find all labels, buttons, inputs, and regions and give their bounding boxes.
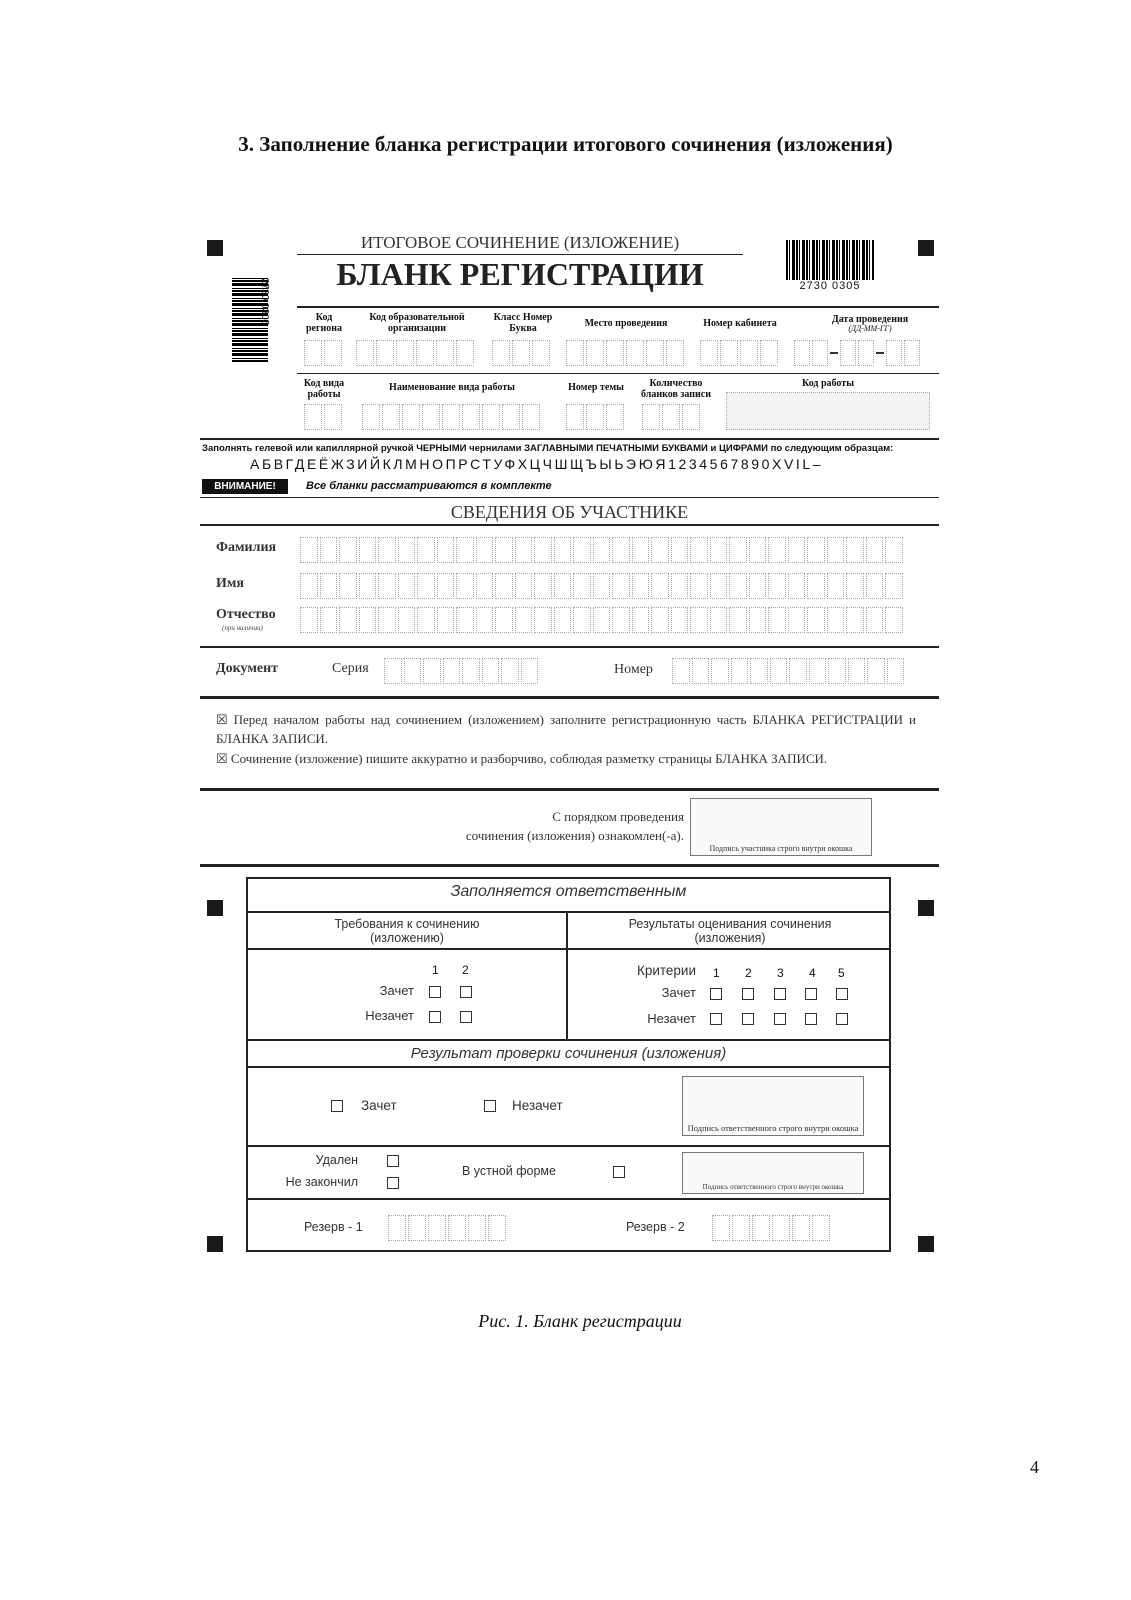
label-room: Номер кабинета bbox=[703, 318, 777, 329]
requirements-header: Требования к сочинению (изложению) bbox=[334, 917, 480, 945]
criterion-num-5: 5 bbox=[838, 966, 845, 980]
date-cells[interactable] bbox=[794, 340, 922, 366]
label-name: Имя bbox=[216, 576, 244, 591]
label-number: Номер bbox=[614, 662, 653, 677]
responsible-signature-caption-small: Подпись ответственного строго внутри окошка bbox=[702, 1183, 844, 1191]
criteria-pass-label: Зачет bbox=[661, 985, 696, 1000]
form-title: БЛАНК РЕГИСТРАЦИИ bbox=[336, 256, 704, 292]
req-num-1: 1 bbox=[432, 963, 439, 977]
label-document: Документ bbox=[216, 661, 279, 676]
criterion-5-pass-checkbox[interactable] bbox=[836, 988, 848, 1000]
req-2-pass-checkbox[interactable] bbox=[460, 986, 472, 998]
series-cells[interactable] bbox=[384, 658, 540, 684]
req-num-2: 2 bbox=[462, 963, 469, 977]
participant-signature-caption: Подпись участника строго внутри окошка bbox=[709, 844, 853, 853]
number-cells[interactable] bbox=[672, 658, 906, 684]
reserve-2-cells[interactable] bbox=[712, 1215, 832, 1241]
check-result-header: Результат проверки сочинения (изложения) bbox=[410, 1045, 727, 1062]
label-date: Дата проведения bbox=[831, 314, 909, 325]
req-1-pass-checkbox[interactable] bbox=[429, 986, 441, 998]
corner-mark-mid-left bbox=[207, 900, 223, 916]
side-barcode bbox=[232, 278, 280, 362]
responsible-header: Заполняется ответственным bbox=[450, 883, 687, 900]
corner-mark-mid-right bbox=[918, 900, 934, 916]
criterion-num-1: 1 bbox=[713, 966, 720, 980]
criteria-label: Критерии bbox=[636, 963, 696, 978]
criterion-2-fail-checkbox[interactable] bbox=[742, 1013, 754, 1025]
participant-section-title: СВЕДЕНИЯ ОБ УЧАСТНИКЕ bbox=[450, 502, 689, 522]
participant-signature-box[interactable] bbox=[690, 798, 872, 856]
room-cells[interactable] bbox=[700, 340, 780, 366]
reserve-1-cells[interactable] bbox=[388, 1215, 508, 1241]
label-series: Серия bbox=[332, 661, 369, 676]
work-type-name-cells[interactable] bbox=[362, 404, 542, 430]
top-barcode bbox=[786, 240, 874, 294]
req-2-fail-checkbox[interactable] bbox=[460, 1011, 472, 1023]
not-finished-label: Не закончил bbox=[285, 1175, 358, 1189]
surname-cells[interactable] bbox=[300, 537, 905, 563]
oral-form-checkbox[interactable] bbox=[613, 1166, 625, 1178]
instruction-text: Заполнять гелевой или капиллярной ручкой ЧЕРНЫМИ чернилами ЗАГЛАВНЫМИ ПЕЧАТНЫМИ БУКВАМИ и ЦИФРАМИ по следующим образцам: bbox=[202, 443, 894, 454]
name-cells[interactable] bbox=[300, 573, 905, 599]
criterion-3-pass-checkbox[interactable] bbox=[774, 988, 786, 1000]
warning-text: Все бланки рассматриваются в комплекте bbox=[306, 480, 552, 492]
criterion-5-fail-checkbox[interactable] bbox=[836, 1013, 848, 1025]
criterion-4-fail-checkbox[interactable] bbox=[805, 1013, 817, 1025]
label-region: Код региона bbox=[305, 312, 343, 334]
figure-caption: Рис. 1. Бланк регистрации bbox=[478, 1311, 682, 1331]
page-number: 4 bbox=[1030, 1457, 1039, 1477]
criterion-1-fail-checkbox[interactable] bbox=[710, 1013, 722, 1025]
corner-mark-top-left bbox=[207, 240, 223, 256]
removed-checkbox[interactable] bbox=[387, 1155, 399, 1167]
topic-cells[interactable] bbox=[566, 404, 626, 430]
label-patronymic-hint: (при наличии) bbox=[222, 624, 263, 632]
criterion-num-2: 2 bbox=[745, 966, 752, 980]
criterion-num-4: 4 bbox=[809, 966, 816, 980]
result-fail-label: Незачет bbox=[512, 1098, 563, 1113]
reserve-1-label: Резерв - 1 bbox=[304, 1220, 363, 1234]
label-surname: Фамилия bbox=[216, 540, 277, 555]
warning-badge: ВНИМАНИЕ! bbox=[202, 479, 288, 494]
label-sheets: Количество бланков записи bbox=[640, 378, 711, 400]
responsible-signature-caption: Подпись ответственного строго внутри окошка bbox=[687, 1123, 859, 1133]
sheets-cells[interactable] bbox=[642, 404, 702, 430]
criterion-4-pass-checkbox[interactable] bbox=[805, 988, 817, 1000]
side-barcode-number: 2730 0305 bbox=[259, 278, 270, 326]
result-fail-checkbox[interactable] bbox=[484, 1100, 496, 1112]
ack-line-1: С порядком проведения bbox=[552, 809, 684, 824]
criterion-num-3: 3 bbox=[777, 966, 784, 980]
note-2: ☒ Сочинение (изложение) пишите аккуратно и разборчиво, соблюдая разметку страницы БЛАНКА ЗАПИСИ. bbox=[216, 751, 828, 766]
label-class: Класс Номер Буква bbox=[493, 312, 553, 334]
req-pass-label: Зачет bbox=[379, 983, 414, 998]
region-cells[interactable] bbox=[304, 340, 344, 366]
results-header: Результаты оценивания сочинения (изложения) bbox=[628, 917, 832, 945]
patronymic-cells[interactable] bbox=[300, 607, 905, 633]
org-cells[interactable] bbox=[356, 340, 476, 366]
oral-form-label: В устной форме bbox=[462, 1164, 556, 1178]
label-topic: Номер темы bbox=[568, 382, 624, 393]
label-work-type-name: Наименование вида работы bbox=[389, 382, 515, 393]
sample-characters: АБВГДЕЁЖЗИЙКЛМНОПРСТУФХЦЧШЩЪЫЬЭЮЯ1234567890XVIL– bbox=[250, 456, 824, 472]
top-barcode-number: 2730 0305 bbox=[799, 280, 861, 292]
work-code-box bbox=[726, 392, 930, 430]
label-patronymic: Отчество bbox=[216, 607, 276, 622]
label-date-hint: (ДД-ММ-ГГ) bbox=[848, 324, 892, 333]
result-pass-label: Зачет bbox=[361, 1098, 397, 1113]
label-work-type-code: Код вида работы bbox=[303, 378, 345, 400]
label-org: Код образовательной организации bbox=[369, 312, 465, 334]
page-heading: 3. Заполнение бланка регистрации итогового сочинения (изложения) bbox=[238, 132, 893, 156]
removed-label: Удален bbox=[315, 1153, 358, 1167]
label-work-code: Код работы bbox=[801, 378, 855, 389]
criteria-fail-label: Незачет bbox=[647, 1011, 696, 1026]
place-cells[interactable] bbox=[566, 340, 686, 366]
label-place: Место проведения bbox=[584, 318, 668, 329]
req-fail-label: Незачет bbox=[365, 1008, 414, 1023]
corner-mark-bottom-right bbox=[918, 1236, 934, 1252]
result-pass-checkbox[interactable] bbox=[331, 1100, 343, 1112]
reserve-2-label: Резерв - 2 bbox=[626, 1220, 685, 1234]
responsible-signature-box[interactable] bbox=[682, 1076, 864, 1136]
work-type-code-cells[interactable] bbox=[304, 404, 344, 430]
corner-mark-top-right bbox=[918, 240, 934, 256]
criterion-2-pass-checkbox[interactable] bbox=[742, 988, 754, 1000]
req-1-fail-checkbox[interactable] bbox=[429, 1011, 441, 1023]
not-finished-checkbox[interactable] bbox=[387, 1177, 399, 1189]
criterion-3-fail-checkbox[interactable] bbox=[774, 1013, 786, 1025]
note-1: ☒ Перед началом работы над сочинением (изложением) заполните регистрационную часть БЛАНКА РЕГИСТРАЦИИ и БЛАНКА ЗАПИСИ. bbox=[216, 712, 916, 746]
criterion-1-pass-checkbox[interactable] bbox=[710, 988, 722, 1000]
ack-line-2: сочинения (изложения) ознакомлен(-а). bbox=[465, 828, 684, 843]
corner-mark-bottom-left bbox=[207, 1236, 223, 1252]
form-subtitle: ИТОГОВОЕ СОЧИНЕНИЕ (ИЗЛОЖЕНИЕ) bbox=[360, 233, 680, 252]
class-cells[interactable] bbox=[492, 340, 552, 366]
responsible-signature-box-small[interactable] bbox=[682, 1152, 864, 1194]
